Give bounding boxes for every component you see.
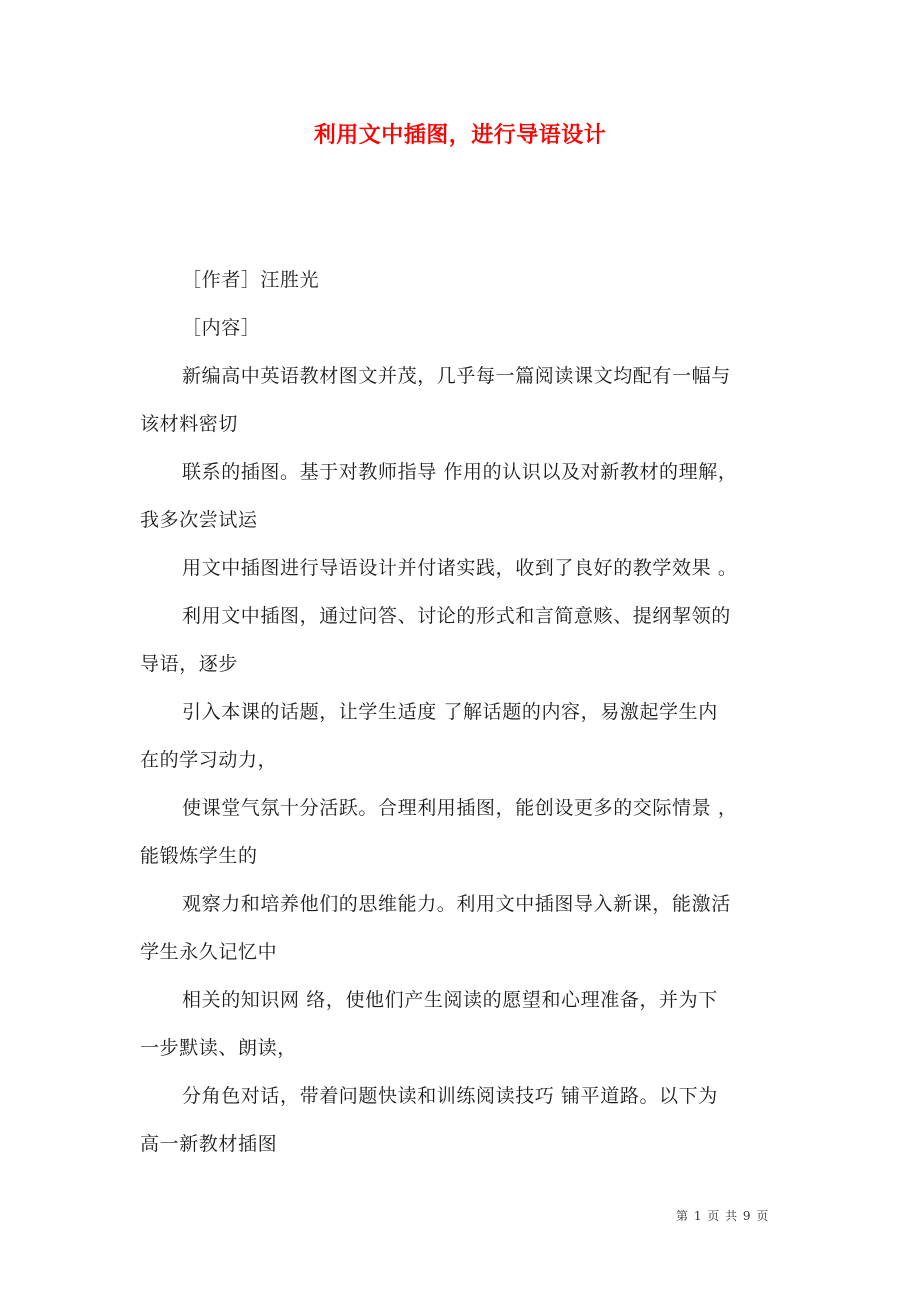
paragraph-line: 新编高中英语教材图文并茂，几乎每一篇阅读课文均配有一幅与 bbox=[182, 365, 731, 387]
paragraph-line: 使课堂气氛十分活跃。合理利用插图，能创设更多的交际情景 ， bbox=[182, 797, 738, 819]
paragraph-line: 一步默读、朗读， bbox=[140, 1037, 297, 1059]
paragraph-line: 观察力和培养他们的思维能力。利用文中插图导入新课，能激活 bbox=[182, 893, 731, 915]
author-line: ［作者］汪胜光 bbox=[182, 269, 320, 291]
paragraph-line: 能锻炼学生的 bbox=[140, 845, 258, 867]
paragraph-line: 在的学习动力， bbox=[140, 749, 278, 771]
paragraph-line: 我多次尝试运 bbox=[140, 509, 258, 531]
paragraph-line: 引入本课的话题，让学生适度 了解话题的内容，易激起学生内 bbox=[182, 701, 718, 723]
paragraph-line: 该材料密切 bbox=[140, 413, 239, 435]
paragraph-line: 利用文中插图，通过问答、讨论的形式和言简意赅、提纲挈领的 bbox=[182, 605, 731, 627]
paragraph-line: 分角色对话，带着问题快读和训练阅读技巧 铺平道路。以下为 bbox=[182, 1085, 718, 1107]
document-title: 利用文中插图，进行导语设计 bbox=[313, 123, 607, 148]
content-label: ［内容］ bbox=[182, 317, 261, 339]
paragraph-line: 用文中插图进行导语设计并付诸实践，收到了良好的教学效果 。 bbox=[182, 557, 738, 579]
paragraph-line: 相关的知识网 络，使他们产生阅读的愿望和心理准备，并为下 bbox=[182, 989, 718, 1011]
paragraph-line: 导语，逐步 bbox=[140, 653, 239, 675]
page-number: 第 1 页 共 9 页 bbox=[676, 1209, 770, 1223]
paragraph-line: 高一新教材插图 bbox=[140, 1133, 278, 1155]
paragraph-line: 学生永久记忆中 bbox=[140, 941, 278, 963]
paragraph-line: 联系的插图。基于对教师指导 作用的认识以及对新教材的理解， bbox=[182, 461, 738, 483]
